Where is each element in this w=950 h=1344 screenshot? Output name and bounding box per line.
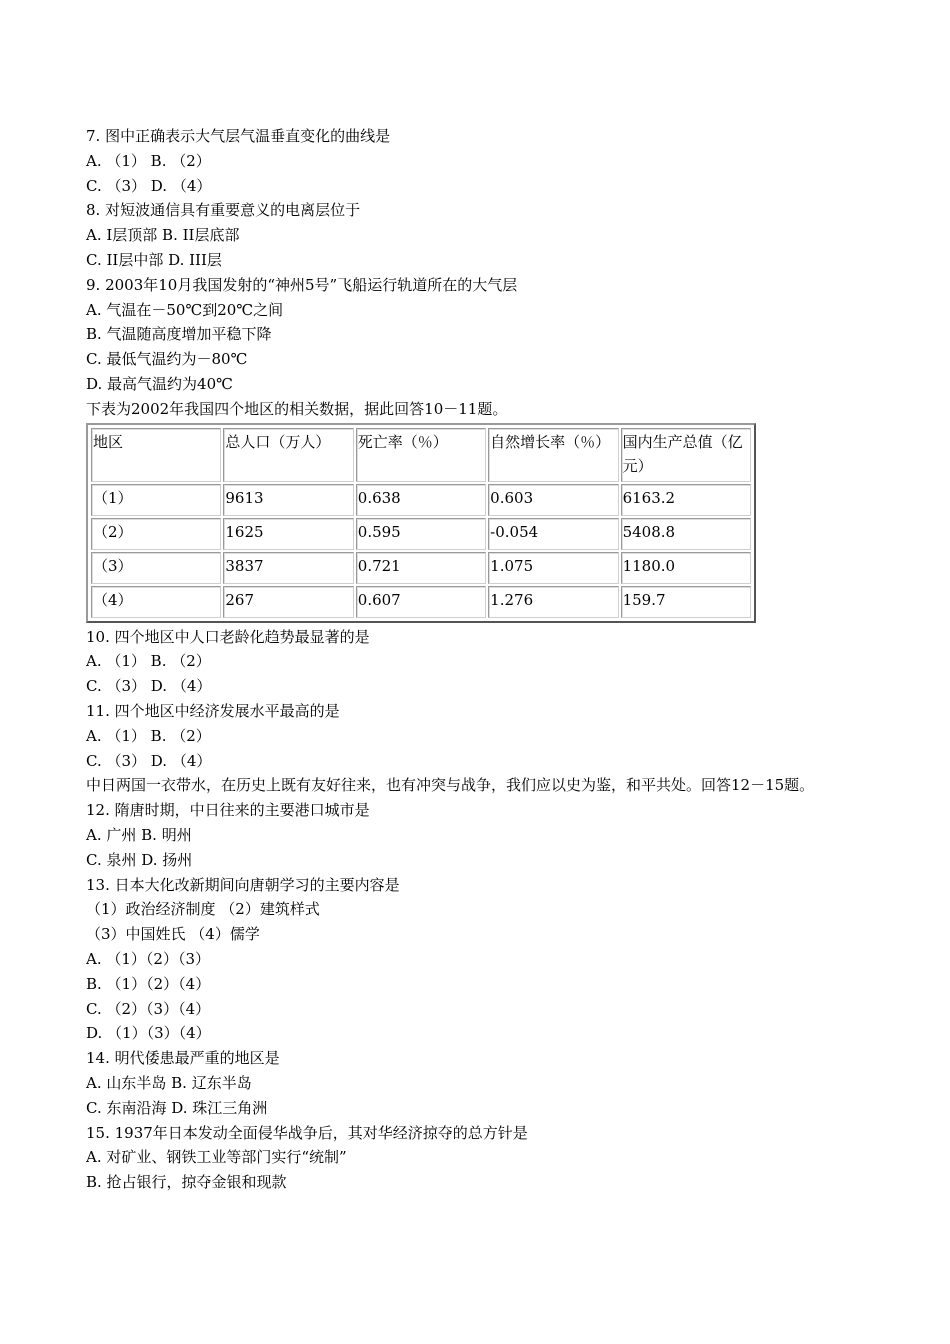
question-12-options-cd: C. 泉州 D. 扬州 [86, 850, 193, 869]
question-7: 7. 图中正确表示大气层气温垂直变化的曲线是 [86, 127, 391, 145]
table-row [91, 484, 751, 516]
question-14: 14. 明代倭患最严重的地区是 [86, 1049, 280, 1068]
table-cell: 267 [223, 586, 353, 618]
question-13: 13. 日本大化改新期间向唐朝学习的主要内容是 [86, 875, 400, 894]
question-15-option-a: A. 对矿业、钢铁工业等部门实行“统制” [86, 1148, 347, 1167]
question-13-option-d: D. （1）（3）（4） [86, 1024, 211, 1043]
header-region: 地区 [91, 428, 221, 482]
header-death-rate: 死亡率（％） [356, 428, 486, 482]
question-9-option-b: B. 气温随高度增加平稳下降 [86, 325, 272, 344]
question-14-options-ab: A. 山东半岛 B. 辽东半岛 [86, 1073, 252, 1092]
table-cell: 0.607 [356, 586, 486, 618]
question-13-statements-3-4: （3）中国姓氏 （4）儒学 [86, 925, 260, 944]
table-cell: 0.638 [356, 484, 486, 516]
question-10-options-cd: C. （3） D. （4） [86, 677, 212, 696]
question-7-options-cd: C. （3） D. （4） [86, 176, 212, 195]
question-15: 15. 1937年日本发动全面侵华战争后，其对华经济掠夺的总方针是 [86, 1123, 528, 1142]
question-13-option-a: A. （1）（2）（3） [86, 949, 210, 968]
table-row [91, 552, 751, 584]
table-cell: 5408.8 [621, 518, 751, 550]
table-cell: 3837 [223, 552, 353, 584]
question-14-options-cd: C. 东南沿海 D. 珠江三角洲 [86, 1098, 268, 1117]
table-row [91, 586, 751, 618]
question-13-statements-1-2: （1）政治经济制度 （2）建筑样式 [86, 900, 320, 919]
table-cell: 1625 [223, 518, 353, 550]
header-gdp: 国内生产总值（亿元） [621, 428, 751, 482]
question-9-option-c: C. 最低气温约为－80℃ [86, 350, 248, 369]
question-7-options-ab: A. （1） B. （2） [86, 151, 211, 170]
question-12-options-ab: A. 广州 B. 明州 [86, 825, 192, 844]
table-cell: （2） [91, 518, 221, 550]
questions-7-9 [86, 124, 866, 422]
question-8-options-cd: C. II层中部 D. III层 [86, 250, 222, 269]
question-13-option-b: B. （1）（2）（4） [86, 974, 211, 993]
question-9-option-a: A. 气温在－50℃到20℃之间 [86, 300, 284, 319]
questions-10-15 [86, 625, 866, 1195]
question-12: 12. 隋唐时期，中日往来的主要港口城市是 [86, 801, 370, 820]
table-cell: 1.075 [488, 552, 618, 584]
question-8-options-ab: A. I层顶部 B. II层底部 [86, 226, 240, 245]
table-cell: 1.276 [488, 586, 618, 618]
table-cell: 0.603 [488, 484, 618, 516]
question-11-options-cd: C. （3） D. （4） [86, 751, 212, 770]
table-cell: （1） [91, 484, 221, 516]
question-15-option-b: B. 抢占银行，掠夺金银和现款 [86, 1173, 287, 1192]
table-cell: 1180.0 [621, 552, 751, 584]
table-cell: 159.7 [621, 586, 751, 618]
passage-12-15: 中日两国一衣带水，在历史上既有友好往来，也有冲突与战争，我们应以史为鉴，和平共处。回答12－15题。 [86, 776, 815, 795]
question-11-options-ab: A. （1） B. （2） [86, 726, 211, 745]
table-header-row [91, 428, 751, 482]
table-cell: 6163.2 [621, 484, 751, 516]
question-9: 9. 2003年10月我国发射的“神州5号”飞船运行轨道所在的大气层 [86, 275, 518, 294]
data-table-frame [86, 423, 756, 623]
table-cell: 9613 [223, 484, 353, 516]
header-population: 总人口（万人） [223, 428, 353, 482]
question-10: 10. 四个地区中人口老龄化趋势最显著的是 [86, 627, 370, 646]
question-13-option-c: C. （2）（3）（4） [86, 999, 211, 1018]
table-cell: （4） [91, 586, 221, 618]
table-intro: 下表为2002年我国四个地区的相关数据，据此回答10－11题。 [86, 399, 508, 418]
question-9-option-d: D. 最高气温约为40℃ [86, 374, 233, 393]
question-8: 8. 对短波通信具有重要意义的电离层位于 [86, 201, 361, 220]
table-cell: 0.595 [356, 518, 486, 550]
document-page [86, 124, 866, 1195]
table-row [91, 518, 751, 550]
table-cell: -0.054 [488, 518, 618, 550]
question-10-options-ab: A. （1） B. （2） [86, 652, 211, 671]
table-cell: （3） [91, 552, 221, 584]
question-11: 11. 四个地区中经济发展水平最高的是 [86, 701, 340, 720]
table-cell: 0.721 [356, 552, 486, 584]
region-data-table [89, 426, 753, 620]
header-natural-growth: 自然增长率（％） [488, 428, 618, 482]
